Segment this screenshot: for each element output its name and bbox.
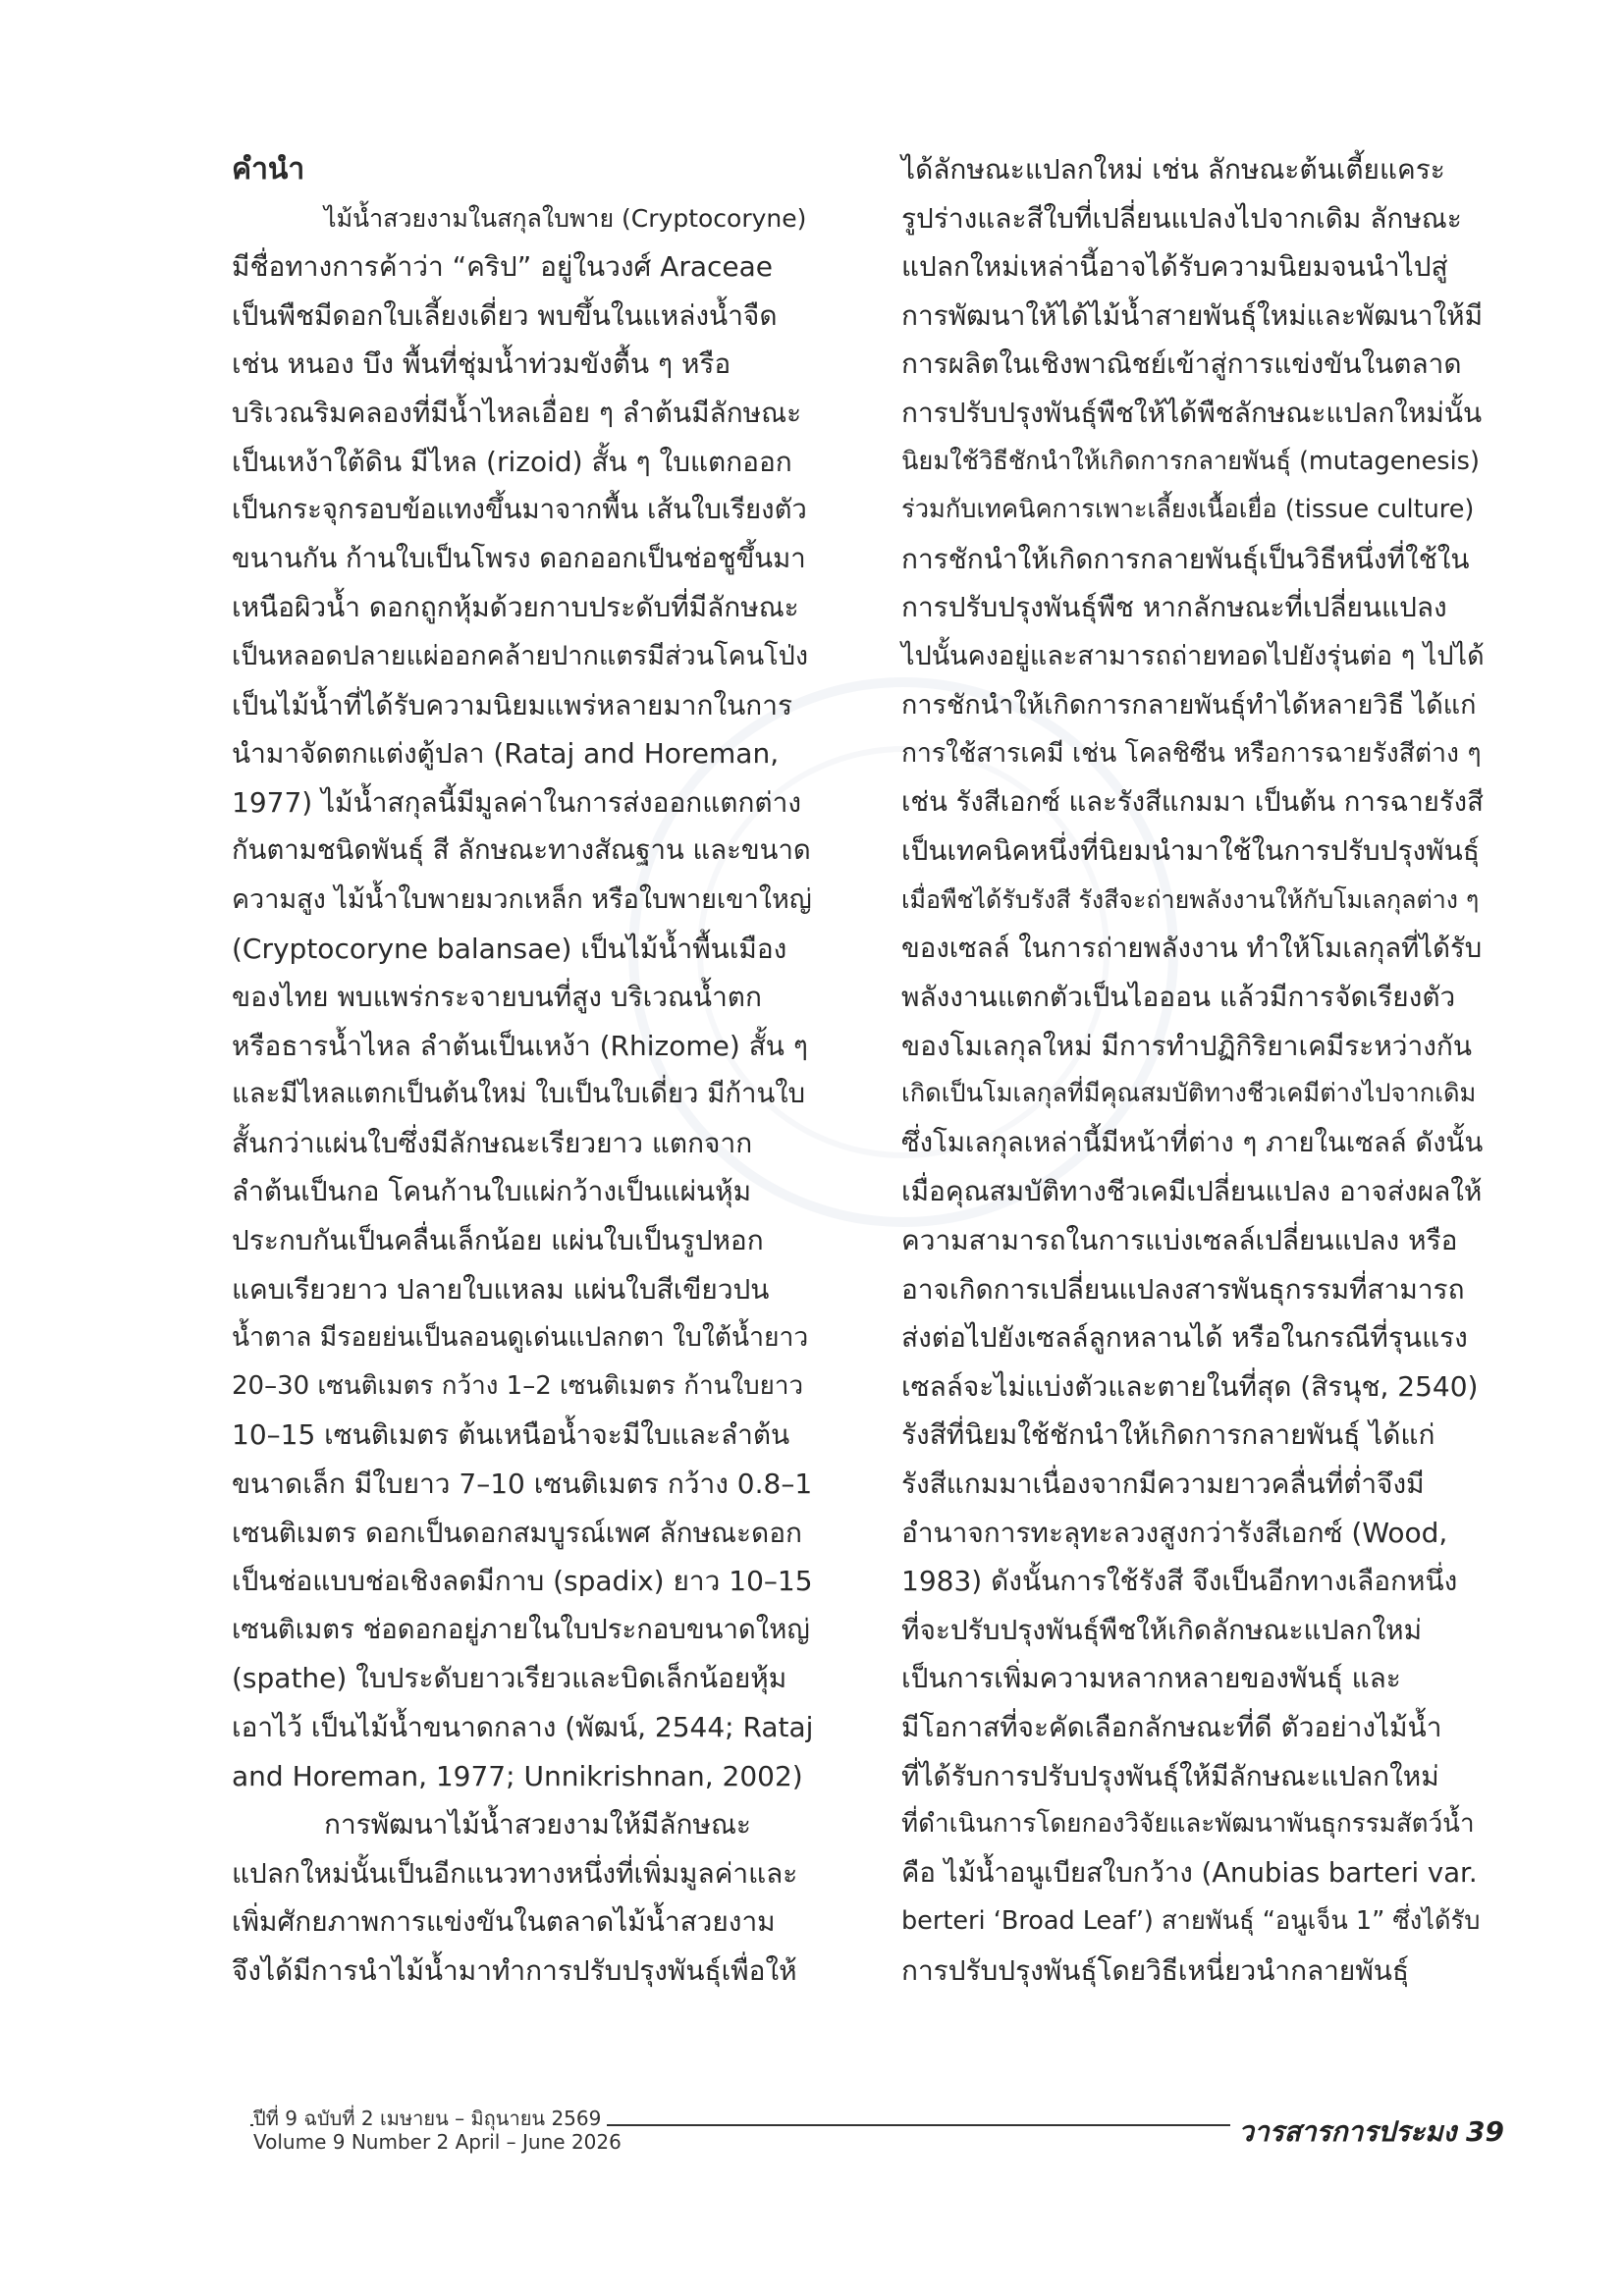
text-line: การปรับปรุงพันธุ์พืชให้ได้พืชลักษณะแปลกใหม่นั้น bbox=[901, 396, 1483, 429]
text-line: ของไทย พบแพร่กระจายบนที่สูง บริเวณน้ำตก bbox=[232, 981, 762, 1014]
text-line: พลังงานแตกตัวเป็นไอออน แล้วมีการจัดเรียงตัว bbox=[901, 981, 1456, 1014]
footer-issue-thai: ปีที่ 9 ฉบับที่ 2 เมษายน – มิถุนายน 2569 bbox=[253, 2103, 607, 2134]
text-line: ขนาดเล็ก มีใบยาว 7–10 เซนติเมตร กว้าง 0.8–1 bbox=[232, 1468, 813, 1501]
text-line: การปรับปรุงพันธุ์พืช หากลักษณะที่เปลี่ยนแปลง bbox=[901, 591, 1447, 624]
text-line: แปลกใหม่นั้นเป็นอีกแนวทางหนึ่งที่เพิ่มมูลค่าและ bbox=[232, 1856, 798, 1890]
text-line: ที่ดำเนินการโดยกองวิจัยและพัฒนาพันธุกรรมสัตว์น้ำ bbox=[901, 1809, 1475, 1840]
text-line: ไม้น้ำสวยงามในสกุลใบพาย (Cryptocoryne) bbox=[324, 203, 807, 233]
right-column bbox=[901, 145, 1485, 1996]
text-line: เมื่อคุณสมบัติทางชีวเคมีเปลี่ยนแปลง อาจส่งผลให้ bbox=[901, 1175, 1483, 1208]
text-line: การพัฒนาไม้น้ำสวยงามให้มีลักษณะ bbox=[324, 1808, 751, 1842]
text-line: 1977) ไม้น้ำสกุลนี้มีมูลค่าในการส่งออกแตกต่าง bbox=[232, 785, 801, 819]
text-line: อาจเกิดการเปลี่ยนแปลงสารพันธุกรรมที่สามารถ bbox=[901, 1272, 1465, 1306]
text-line: นำมาจัดตกแต่งตู้ปลา (Rataj and Horeman, bbox=[232, 737, 780, 771]
text-line: การใช้สารเคมี เช่น โคลชิซีน หรือการฉายรังสีต่าง ๆ bbox=[901, 738, 1482, 770]
text-line: ของโมเลกุลใหม่ มีการทำปฏิกิริยาเคมีระหว่างกัน bbox=[901, 1029, 1472, 1062]
text-line: แคบเรียวยาว ปลายใบแหลม แผ่นใบสีเขียวปน bbox=[232, 1272, 770, 1306]
text-line: (Cryptocoryne balansae) เป็นไม้น้ำพื้นเมือง bbox=[232, 932, 787, 965]
text-line: การปรับปรุงพันธุ์โดยวิธีเหนี่ยวนำกลายพันธุ์ bbox=[901, 1953, 1410, 1987]
footer-issue-english: Volume 9 Number 2 April – June 2026 bbox=[253, 2130, 622, 2154]
text-line: อำนาจการทะลุทะลวงสูงกว่ารังสีเอกซ์ (Wood, bbox=[901, 1516, 1448, 1549]
text-line: แปลกใหม่เหล่านี้อาจได้รับความนิยมจนนำไปสู่ bbox=[901, 250, 1448, 284]
text-line: ที่จะปรับปรุงพันธุ์พืชให้เกิดลักษณะแปลกใหม่ bbox=[901, 1613, 1423, 1646]
text-line: น้ำตาล มีรอยย่นเป็นลอนดูเด่นแปลกตา ใบใต้น้ำยาว bbox=[232, 1322, 809, 1354]
text-line: เกิดเป็นโมเลกุลที่มีคุณสมบัติทางชีวเคมีต่างไปจากเดิม bbox=[901, 1079, 1477, 1109]
text-line: นิยมใช้วิธีชักนำให้เกิดการกลายพันธุ์ (mutagenesis) bbox=[901, 446, 1480, 476]
text-line: เป็นไม้น้ำที่ได้รับความนิยมแพร่หลายมากในการ bbox=[232, 688, 793, 721]
text-line: การพัฒนาให้ได้ไม้น้ำสายพันธุ์ใหม่และพัฒนาให้มี bbox=[901, 298, 1484, 332]
text-line: ความสามารถในการแบ่งเซลล์เปลี่ยนแปลง หรือ bbox=[901, 1224, 1458, 1257]
text-line: 10–15 เซนติเมตร ต้นเหนือน้ำจะมีใบและลำต้น bbox=[232, 1418, 790, 1452]
text-line: และมีไหลแตกเป็นต้นใหม่ ใบเป็นใบเดี่ยว มีก้านใบ bbox=[232, 1078, 806, 1110]
text-line: เพิ่มศักยภาพการแข่งขันในตลาดไม้น้ำสวยงาม bbox=[232, 1905, 776, 1939]
text-line: 1983) ดังนั้นการใช้รังสี จึงเป็นอีกทางเลือกหนึ่ง bbox=[901, 1565, 1458, 1598]
text-line: เอาไว้ เป็นไม้น้ำขนาดกลาง (พัฒน์, 2544; Rataj bbox=[232, 1711, 814, 1743]
text-line: มีชื่อทางการค้าว่า “คริป” อยู่ในวงศ์ Araceae bbox=[232, 250, 774, 284]
text-line: เมื่อพืชได้รับรังสี รังสีจะถ่ายพลังงานให้กับโมเลกุลต่าง ๆ bbox=[901, 884, 1480, 914]
text-line: เป็นการเพิ่มความหลากหลายของพันธุ์ และ bbox=[901, 1662, 1401, 1695]
text-line: 20–30 เซนติเมตร กว้าง 1–2 เซนติเมตร ก้านใบยาว bbox=[232, 1370, 804, 1401]
text-line: ได้ลักษณะแปลกใหม่ เช่น ลักษณะต้นเตี้ยแคระ bbox=[901, 153, 1445, 186]
text-line: เหนือผิวน้ำ ดอกถูกหุ้มด้วยกาบประดับที่มีลักษณะ bbox=[232, 591, 799, 624]
text-line: ที่ได้รับการปรับปรุงพันธุ์ให้มีลักษณะแปลกใหม่ bbox=[901, 1759, 1439, 1792]
text-line: เป็นกระจุกรอบข้อแทงขึ้นมาจากพื้น เส้นใบเรียงตัว bbox=[232, 494, 807, 526]
text-line: การชักนำให้เกิดการกลายพันธุ์ทำได้หลายวิธี ได้แก่ bbox=[901, 689, 1477, 721]
section-heading: คำนำ bbox=[232, 152, 305, 187]
text-line: berteri ‘Broad Leaf’) สายพันธุ์ “อนูเจ็น 1” ซึ่งได้รับ bbox=[901, 1906, 1481, 1937]
text-line: เป็นเหง้าใต้ดิน มีไหล (rizoid) สั้น ๆ ใบแตกออก bbox=[232, 445, 792, 478]
text-line: เป็นพืชมีดอกใบเลี้ยงเดี่ยว พบขึ้นในแหล่งน้ำจืด bbox=[232, 298, 778, 332]
text-line: เซนติเมตร ช่อดอกอยู่ภายในใบประกอบขนาดใหญ่ bbox=[232, 1613, 810, 1645]
text-line: เช่น รังสีเอกซ์ และรังสีแกมมา เป็นต้น การฉายรังสี bbox=[901, 785, 1484, 818]
text-line: การผลิตในเชิงพาณิชย์เข้าสู่การแข่งขันในตลาด bbox=[901, 347, 1462, 381]
text-line: รังสีที่นิยมใช้ชักนำให้เกิดการกลายพันธุ์ ได้แก่ bbox=[901, 1418, 1435, 1452]
text-line: (spathe) ใบประดับยาวเรียวและบิดเล็กน้อยหุ้ม bbox=[232, 1662, 787, 1695]
text-line: คือ ไม้น้ำอนูเบียสใบกว้าง (Anubias barteri var. bbox=[901, 1856, 1478, 1889]
text-line: ซึ่งโมเลกุลเหล่านี้มีหน้าที่ต่าง ๆ ภายในเซลล์ ดังนั้น bbox=[901, 1126, 1484, 1158]
text-line: เซลล์จะไม่แบ่งตัวและตายในที่สุด (สิรนุช, 2540) bbox=[901, 1369, 1479, 1403]
text-line: ความสูง ไม้น้ำใบพายมวกเหล็ก หรือใบพายเขาใหญ่ bbox=[232, 883, 812, 915]
text-line: ลำต้นเป็นกอ โคนก้านใบแผ่กว้างเป็นแผ่นหุ้ม bbox=[232, 1175, 752, 1208]
text-line: บริเวณริมคลองที่มีน้ำไหลเอื่อย ๆ ลำต้นมีลักษณะ bbox=[232, 396, 802, 429]
text-line: ร่วมกับเทคนิคการเพาะเลี้ยงเนื้อเยื่อ (tissue culture) bbox=[901, 495, 1475, 525]
text-line: ไปนั้นคงอยู่และสามารถถ่ายทอดไปยังรุ่นต่อ ๆ ไปได้ bbox=[901, 640, 1485, 671]
left-column bbox=[232, 145, 813, 1996]
text-line: หรือธารน้ำไหล ลำต้นเป็นเหง้า (Rhizome) สั้น ๆ bbox=[232, 1029, 808, 1062]
text-line: and Horeman, 1977; Unnikrishnan, 2002) bbox=[232, 1759, 803, 1792]
text-line: ขนานกัน ก้านใบเป็นโพรง ดอกออกเป็นช่อชูขึ้นมา bbox=[232, 542, 806, 574]
text-line: ประกบกันเป็นคลื่นเล็กน้อย แผ่นใบเป็นรูปหอก bbox=[232, 1224, 764, 1257]
text-line: ของเซลล์ ในการถ่ายพลังงาน ทำให้โมเลกุลที่ได้รับ bbox=[901, 932, 1483, 964]
text-line: กันตามชนิดพันธุ์ สี ลักษณะทางสัณฐาน และขนาด bbox=[232, 834, 811, 867]
text-line: เป็นช่อแบบช่อเชิงลดมีกาบ (spadix) ยาว 10–15 bbox=[232, 1565, 813, 1598]
text-line: รูปร่างและสีใบที่เปลี่ยนแปลงไปจากเดิม ลักษณะ bbox=[901, 201, 1462, 235]
text-line: เซนติเมตร ดอกเป็นดอกสมบูรณ์เพศ ลักษณะดอก bbox=[232, 1516, 803, 1549]
text-line: จึงได้มีการนำไม้น้ำมาทำการปรับปรุงพันธุ์เพื่อให้ bbox=[232, 1953, 797, 1987]
text-line: เช่น หนอง บึง พื้นที่ชุ่มน้ำท่วมขังตื้น ๆ หรือ bbox=[232, 347, 731, 381]
text-line: มีโอกาสที่จะคัดเลือกลักษณะที่ดี ตัวอย่างไม้น้ำ bbox=[901, 1711, 1442, 1743]
text-line: เป็นหลอดปลายแผ่ออกคล้ายปากแตรมีส่วนโคนโป่ง bbox=[232, 640, 808, 671]
footer-journal-page: วารสารการประมง 39 bbox=[1230, 2110, 1504, 2154]
text-line: รังสีแกมมาเนื่องจากมีความยาวคลื่นที่ต่ำจึงมี bbox=[901, 1468, 1425, 1501]
text-line: สั้นกว่าแผ่นใบซึ่งมีลักษณะเรียวยาว แตกจาก bbox=[232, 1126, 753, 1159]
text-line: เป็นเทคนิคหนึ่งที่นิยมนำมาใช้ในการปรับปรุงพันธุ์ bbox=[901, 834, 1480, 868]
text-line: ส่งต่อไปยังเซลล์ลูกหลานได้ หรือในกรณีที่รุนแรง bbox=[901, 1321, 1468, 1355]
text-line: การชักนำให้เกิดการกลายพันธุ์เป็นวิธีหนึ่งที่ใช้ใน bbox=[901, 542, 1470, 575]
